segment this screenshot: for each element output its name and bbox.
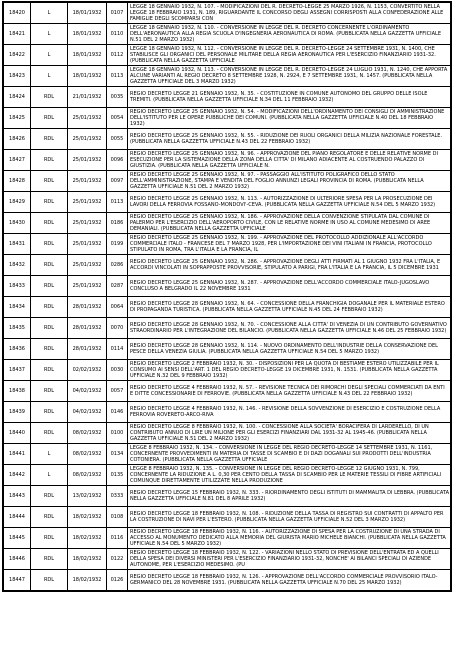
record-date: 28/01/1932 — [68, 339, 107, 360]
record-date: 18/02/1932 — [68, 549, 107, 570]
table-row — [4, 465, 451, 486]
record-date: 25/01/1932 — [68, 255, 107, 276]
record-type: RDL — [31, 570, 68, 591]
record-page: 0333 — [107, 486, 128, 507]
table-row — [4, 45, 451, 66]
record-description: REGIO DECRETO LEGGE 18 FEBBRAIO 1932, N. 122. - VARIAZIONI NELLO STATO DI PREVISIONE DELL'ENTRATA ED A QUELLI DELLA SPESA DEI DIVERSI MINISTERI PER L'ESERCIZIO FINANZIARIO 1931-32, NONCHE' AI BILANCI SPECIALI DI AZIENDE AUTONOME, PER L'ESERCIZIO MEDESIMO. (PU — [128, 549, 451, 570]
record-date: 25/01/1932 — [68, 276, 107, 297]
record-type: RDL — [31, 402, 68, 423]
record-description: REGIO DECRETO LEGGE 28 GENNAIO 1932, N. 114. - NUOVO ORDINAMENTO DELL'INDUSTRIE DELLA CONSERVAZIONE DEL PESCE DELLA VENEZIA GIULIA. (PUBBLICATA NELLA GAZZETTA UFFICIALE N.54 DEL 5 MARZO 1932) — [128, 339, 451, 360]
record-page: 0070 — [107, 318, 128, 339]
record-number: 18431 — [4, 234, 31, 255]
table-row — [4, 297, 451, 318]
record-number: 18443 — [4, 486, 31, 507]
record-number: 18422 — [4, 45, 31, 66]
record-type: RDL — [31, 192, 68, 213]
record-number: 18445 — [4, 528, 31, 549]
table-row — [4, 339, 451, 360]
record-type: L — [31, 45, 68, 66]
record-page: 0287 — [107, 276, 128, 297]
record-page: 0108 — [107, 507, 128, 528]
record-date: 18/01/1932 — [68, 66, 107, 87]
table-row — [4, 486, 451, 507]
record-number: 18427 — [4, 150, 31, 171]
record-number: 18424 — [4, 87, 31, 108]
table-row — [4, 234, 451, 255]
record-type: L — [31, 3, 68, 24]
record-type: RDL — [31, 276, 68, 297]
record-description: REGIO DECRETO LEGGE 25 GENNAIO 1932, N. 186. - APPROVAZIONE DELLA CONVENZIONE STIPULATA DAL COMUNE DI PALERMO PER L'ESERCIZIO DELL'AEROPORTO CIVILE, CON LE RELATIVE NORME IN USO AL COMUNE MEDESIMO DI AREE DEMANIALI. (PUBBLICATA NELLA GAZZETTA UFFICIALE — [128, 213, 451, 234]
record-page: 0134 — [107, 444, 128, 465]
record-page: 0126 — [107, 570, 128, 591]
record-description: LEGGE 18 GENNAIO 1932, N. 113. - CONVERSIONE IN LEGGE DEL R. DECRETO-LEGGE 24 LUGLIO 1931, N. 1240, CHE APPORTA ALCUNE VARIANTI AL REGIO DECRETO 8 SETTEMBRE 1928, N. 2924, E 7 SETTEMBRE 1931, N. 1457. (PUBBLICATA NELLA GAZZETTA UFFICIALE DEL 3 MARZO 1932) — [128, 66, 451, 87]
record-type: RDL — [31, 150, 68, 171]
record-page: 0116 — [107, 528, 128, 549]
table-row — [4, 360, 451, 381]
record-description: REGIO DECRETO LEGGE 8 FEBBRAIO 1932, N. 100. - CONCESSIONE ALLA SOCIETA' BORACIFERA DI LARDERELLO, DI UN CONTRIBUTO ANNUO DI LIRE UN MILIONE PER GLI ESERCIZI FINANZIARI DAL 1931-32 AL 1945-46. (PUBBLICATA NELLA GAZZETTA UFFICIALE N.51 DEL 2 MARZO 1932) — [128, 423, 451, 444]
record-date: 25/01/1932 — [68, 150, 107, 171]
record-type: RDL — [31, 339, 68, 360]
record-number: 18442 — [4, 465, 31, 486]
table-row — [4, 381, 451, 402]
record-page: 0199 — [107, 234, 128, 255]
record-number: 18446 — [4, 549, 31, 570]
record-description: LEGGE 18 GENNAIO 1932, N. 112. - CONVERSIONE IN LEGGE DEL R. DECRETO-LEGGE 24 SETTEMBRE 1931, N. 1400, CHE STABILISCE GLI ORGANICI DEL PERSONALE MILITARE DELLA REGIA AERONAUTICA PER L'ESERCIZIO FINANZIARIO 1931-32. (PUBBLICATA NELLA GAZZETTA UFFICIALE — [128, 45, 451, 66]
record-description: REGIO DECRETO LEGGE 18 FEBBRAIO 1932, N. 116. - AUTORIZZAZIONE DI SPESA PER LA COSTRUZIONE DI UNA STRADA DI ACCESSO AL MONUMENTO DEDICATO ALLA MEMORIA DEL GIURISTA MARIO MICHELE BIANCHI. (PUBBLICATA NELLA GAZZETTA UFFICIALE N.54 DEL 5 MARZO 1932) — [128, 528, 451, 549]
record-date: 18/01/1932 — [68, 45, 107, 66]
record-type: RDL — [31, 360, 68, 381]
record-page: 0035 — [107, 87, 128, 108]
record-number: 18429 — [4, 192, 31, 213]
table-row — [4, 444, 451, 465]
record-number: 18435 — [4, 318, 31, 339]
record-date: 25/01/1932 — [68, 234, 107, 255]
record-number: 18425 — [4, 108, 31, 129]
record-number: 18426 — [4, 129, 31, 150]
table-row — [4, 570, 451, 591]
record-date: 08/02/1932 — [68, 444, 107, 465]
record-description: REGIO DECRETO LEGGE 2 FEBBRAIO 1932, N. 30. - DISPOSIZIONI PER LA QUOTA DI BESTIAME ESTERO UTILIZZABILE PER IL CONSUMO AI SENSI DELL'ART. 1 DEL REGIO DECRETO-LEGGE 19 DICEMBRE 1931, N. 1531. (PUBBLICATA NELLA GAZZETTA UFFICIALE N.32 DEL 9 FEBBRAIO 1932) — [128, 360, 451, 381]
table-row — [4, 66, 451, 87]
record-page: 0055 — [107, 129, 128, 150]
record-page: 0122 — [107, 549, 128, 570]
record-page: 0146 — [107, 402, 128, 423]
record-type: RDL — [31, 318, 68, 339]
table-row — [4, 213, 451, 234]
record-date: 18/02/1932 — [68, 528, 107, 549]
record-description: REGIO DECRETO LEGGE 18 FEBBRAIO 1932, N. 126. - APPROVAZIONE DELL'ACCORDO COMMERCIALE PROVVISORIO ITALO-GERMANICO DEL 28 NOVEMBRE 1931. (PUBBLICATA NELLA GAZZETTA UFFICIALE N.70 DEL 25 MARZO 1932) — [128, 570, 451, 591]
record-description: REGIO DECRETO LEGGE 25 GENNAIO 1932, N. 96. - APPROVAZIONE DEL PIANO REGOLATORE E DELLE RELATIVE NORME DI ESECUZIONE PER LA SISTEMAZIONE DELLA ZONA DELLA CITTA' DI MILANO ADIACENTE AL COSTRUENDO PALAZZO DI GIUSTIZIA. (PUBBLICATA NELLA GAZZETTA UFFICIALE N. — [128, 150, 451, 171]
record-description: REGIO DECRETO LEGGE 18 FEBBRAIO 1932, N. 108. - RIDUZIONE DELLA TASSA DI REGISTRO SUI CONTRATTI DI APPALTO PER LA COSTRUZIONE DI NAVI PER L'ESTERO. (PUBBLICATA NELLA GAZZETTA UFFICIALE N.52 DEL 3 MARZO 1932) — [128, 507, 451, 528]
records-sheet — [2, 1, 452, 592]
record-description: LEGGE 8 FEBBRAIO 1932, N. 134. - CONVERSIONE IN LEGGE DEL REGIO DECRETO-LEGGE 14 SETTEMBRE 1931, N. 1161, CONCERNENTE PROVVEDIMENTI IN MATERIA DI TASSE DI SCAMBIO E DI DAZI DOGANALI SUI PRODOTTI DELL'INDUSTRIA COTONIERA. (PUBBLICATA NELLA GAZZETTA UFFICIALE — [128, 444, 451, 465]
table-row — [4, 507, 451, 528]
record-number: 18421 — [4, 24, 31, 45]
record-date: 18/02/1932 — [68, 507, 107, 528]
table-row — [4, 549, 451, 570]
record-type: RDL — [31, 255, 68, 276]
record-type: RDL — [31, 87, 68, 108]
record-date: 28/01/1932 — [68, 318, 107, 339]
record-description: REGIO DECRETO LEGGE 25 GENNAIO 1932, N. 97. - PASSAGGIO ALL'ISTITUTO POLIGRAFICO DELLO STATO DELL'AMMINISTRAZIONE, STAMPA E VENDITA DEL FOGLIO ANNUNZI LEGALI PROVINCIA DI ROMA. (PUBBLICATA NELLA GAZZETTA UFFICIALE N.51 DEL 2 MARZO 1932) — [128, 171, 451, 192]
record-page: 0100 — [107, 423, 128, 444]
record-description: REGIO DECRETO LEGGE 25 GENNAIO 1932, N. 54. - MODIFICAZIONI DELL'ORDINAMENTO DEI CONSIGLI DI AMMINISTRAZIONE DELL'ISTITUTO PER LE OPERE PUBBLICHE DEI COMUNI. (PUBBLICATA NELLA GAZZETTA UFFICIALE N.40 DEL 18 FEBBRAIO 1932) — [128, 108, 451, 129]
table-row — [4, 318, 451, 339]
record-date: 04/02/1932 — [68, 381, 107, 402]
record-date: 28/01/1932 — [68, 297, 107, 318]
record-type: L — [31, 465, 68, 486]
record-number: 18430 — [4, 213, 31, 234]
record-type: RDL — [31, 171, 68, 192]
record-number: 18439 — [4, 402, 31, 423]
record-page: 0114 — [107, 339, 128, 360]
record-number: 18420 — [4, 3, 31, 24]
records-table — [3, 2, 451, 591]
record-type: L — [31, 444, 68, 465]
table-row — [4, 255, 451, 276]
record-type: RDL — [31, 528, 68, 549]
record-date: 18/01/1932 — [68, 3, 107, 24]
record-page: 0064 — [107, 297, 128, 318]
table-row — [4, 171, 451, 192]
record-description: REGIO DECRETO LEGGE 28 GENNAIO 1932, N. 70. - CONCESSIONE ALLA CITTA' DI VENEZIA DI UN CONTRIBUTO GOVERNATIVO STRAORDINARIO PER L'INTEGRAZIONE DEL BILANCIO. (PUBBLICATA NELLA GAZZETTA UFFICIALE N.46 DEL 25 FEBBRAIO 1932) — [128, 318, 451, 339]
record-type: L — [31, 24, 68, 45]
record-page: 0054 — [107, 108, 128, 129]
record-type: RDL — [31, 297, 68, 318]
record-type: RDL — [31, 129, 68, 150]
record-type: RDL — [31, 381, 68, 402]
record-number: 18428 — [4, 171, 31, 192]
record-number: 18437 — [4, 360, 31, 381]
record-description: REGIO DECRETO LEGGE 21 GENNAIO 1932, N. 35. - COSTITUZIONE IN COMUNE AUTONOMO DEL GRUPPO DELLE ISOLE TREMITI. (PUBBLICATA NELLA GAZZETTA UFFICIALE N.34 DEL 11 FEBBRAIO 1932) — [128, 87, 451, 108]
table-row — [4, 276, 451, 297]
record-number: 18441 — [4, 444, 31, 465]
record-page: 0112 — [107, 45, 128, 66]
record-description: LEGGE 18 GENNAIO 1932, N. 107. - MODIFICAZIONI DEL R. DECRETO-LEGGE 25 MARZO 1926, N. 1153, CONVERTITO NELLA LEGGE 18 FEBBRAIO 1931, N. 189, RIGUARDANTE IL CONCORSO DEGLI ASSEGNI CORRISPOSTI ALLA CONFEDERAZIONE ALLE FAMIGLIE DEGLI SCOMPARSI CON — [128, 3, 451, 24]
record-number: 18423 — [4, 66, 31, 87]
record-number: 18432 — [4, 255, 31, 276]
record-type: RDL — [31, 108, 68, 129]
record-date: 08/02/1932 — [68, 465, 107, 486]
record-description: REGIO DECRETO LEGGE 25 GENNAIO 1932, N. 199. - APPROVAZIONE DEL PROTOCOLLO ADDIZIONALE ALL'ACCORDO COMMERCIALE ITALO - FRANCESE DEL 7 MARZO 1928, PER L'IMPORTAZIONE DEI VINI ITALIANI IN FRANCIA, PROTOCOLLO STIPULATO IN ROMA, TRA L'ITALIA E LA FRANCIA, IL — [128, 234, 451, 255]
record-type: RDL — [31, 486, 68, 507]
record-type: RDL — [31, 423, 68, 444]
record-type: RDL — [31, 549, 68, 570]
record-number: 18438 — [4, 381, 31, 402]
table-row — [4, 192, 451, 213]
table-row — [4, 87, 451, 108]
record-page: 0186 — [107, 213, 128, 234]
record-page: 0110 — [107, 24, 128, 45]
table-row — [4, 528, 451, 549]
record-date: 18/01/1932 — [68, 24, 107, 45]
record-date: 21/01/1932 — [68, 87, 107, 108]
record-description: REGIO DECRETO LEGGE 4 FEBBRAIO 1932, N. 57. - REVISIONE TECNICA DEI RIMORCHI DEGLI SPECIALI COMMERCIATI DA ENTI E DITTE CONCESSIONARIE DI FERROVIE. (PUBBLICATA NELLA GAZZETTA UFFICIALE N.43 DEL 22 FEBBRAIO 1932) — [128, 381, 451, 402]
record-page: 0135 — [107, 465, 128, 486]
table-row — [4, 423, 451, 444]
record-date: 25/01/1932 — [68, 213, 107, 234]
record-description: REGIO DECRETO LEGGE 25 GENNAIO 1932, N. 113. - AUTORIZZAZIONE DI ULTERIORE SPESA PER LA PROSECUZIONE DEI LAVORI DELLA FERROVIA FOSSANO-MONDOVI'-CEVA. (PUBBLICATA NELLA GAZZETTA UFFICIALE N.54 DEL 5 MARZO 1932) — [128, 192, 451, 213]
record-page: 0286 — [107, 255, 128, 276]
record-date: 13/02/1932 — [68, 486, 107, 507]
record-type: RDL — [31, 213, 68, 234]
record-page: 0107 — [107, 3, 128, 24]
table-row — [4, 24, 451, 45]
table-row — [4, 129, 451, 150]
record-page: 0097 — [107, 171, 128, 192]
record-type: L — [31, 66, 68, 87]
record-number: 18433 — [4, 276, 31, 297]
record-description: REGIO DECRETO LEGGE 25 GENNAIO 1932, N. 287. - APPROVAZIONE DELL'ACCORDO COMMERCIALE ITALO-JUGOSLAVO CONCLUSO A BELGRADO IL 22 NOVEMBRE 1931 — [128, 276, 451, 297]
record-type: RDL — [31, 507, 68, 528]
record-date: 25/01/1932 — [68, 192, 107, 213]
table-row — [4, 108, 451, 129]
record-date: 25/01/1932 — [68, 129, 107, 150]
record-page: 0113 — [107, 66, 128, 87]
record-date: 02/02/1932 — [68, 360, 107, 381]
record-description: REGIO DECRETO LEGGE 25 GENNAIO 1932, N. 55. - RIDUZIONE DEI RUOLI ORGANICI DELLA MILIZIA NAZIONALE FORESTALE. (PUBBLICATA NELLA GAZZETTA UFFICIALE N.43 DEL 22 FEBBRAIO 1932) — [128, 129, 451, 150]
records-body — [4, 3, 451, 591]
record-date: 25/01/1932 — [68, 171, 107, 192]
record-number: 18440 — [4, 423, 31, 444]
record-date: 25/01/1932 — [68, 108, 107, 129]
record-date: 08/02/1932 — [68, 423, 107, 444]
record-date: 18/02/1932 — [68, 570, 107, 591]
record-page: 0057 — [107, 381, 128, 402]
record-date: 04/02/1932 — [68, 402, 107, 423]
record-description: LEGGE 18 GENNAIO 1932, N. 110. - CONVERSIONE IN LEGGE DEL R. DECRETO CONCERNENTE L'ORDINAMENTO DELL'AERONAUTICA ALLA REGIA SCUOLA D'INGEGNERIA AERONAUTICA DI ROMA. (PUBBLICATA NELLA GAZZETTA UFFICIALE N.51 DEL 2 MARZO 1932) — [128, 24, 451, 45]
record-page: 0113 — [107, 192, 128, 213]
record-number: 18434 — [4, 297, 31, 318]
record-description: REGIO DECRETO LEGGE 28 GENNAIO 1932, N. 64. - CONCESSIONE DELLA FRANCHIGIA DOGANALE PER IL MATERIALE ESTERO DI PROPAGANDA TURISTICA. (PUBBLICATA NELLA GAZZETTA UFFICIALE N.45 DEL 24 FEBBRAIO 1932) — [128, 297, 451, 318]
record-number: 18444 — [4, 507, 31, 528]
table-row — [4, 3, 451, 24]
record-type: RDL — [31, 234, 68, 255]
table-row — [4, 150, 451, 171]
record-number: 18436 — [4, 339, 31, 360]
record-page: 0096 — [107, 150, 128, 171]
record-number: 18447 — [4, 570, 31, 591]
record-description: LEGGE 8 FEBBRAIO 1932, N. 135. - CONVERSIONE IN LEGGE DEL REGIO DECRETO-LEGGE 12 GIUGNO 1931, N. 799, CONCERNENTE LA RIDUZIONE A L. 0,30 PER CENTO DELLA TASSA DI SCAMBIO PER LE MATERIE TESSILI DI FIBRE ARTIFICIALI COMUNQUE DIRETTAMENTE UTILIZZATE NELLA PRODUZIONE — [128, 465, 451, 486]
record-page: 0030 — [107, 360, 128, 381]
record-description: REGIO DECRETO LEGGE 15 FEBBRAIO 1932, N. 333. - RIORDINAMENTO DEGLI ISTITUTI DI MAMMALITA DI LEBBRA. (PUBBLICATA NELLA GAZZETTA UFFICIALE N.81 DEL 8 APRILE 1932) — [128, 486, 451, 507]
record-description: REGIO DECRETO LEGGE 25 GENNAIO 1932, N. 286. - APPROVAZIONE DEGLI ATTI FIRMATI AL 1 GIUGNO 1932 FRA L'ITALIA, E ACCORDI VINCOLATI IN SOPRAPPOSTE PROVVISORIE, STIPULATO A PARIGI, FRA L'ITALIA E LA FRANCIA, IL 5 DICEMBRE 1931 — [128, 255, 451, 276]
table-row — [4, 402, 451, 423]
record-description: REGIO DECRETO LEGGE 4 FEBBRAIO 1932, N. 146. - REVISIONE DELLA SOVVENZIONE DI ESERCIZIO E COSTRUZIONE DELLA FERROVIA ROVERETO-ARCO-RIVA — [128, 402, 451, 423]
